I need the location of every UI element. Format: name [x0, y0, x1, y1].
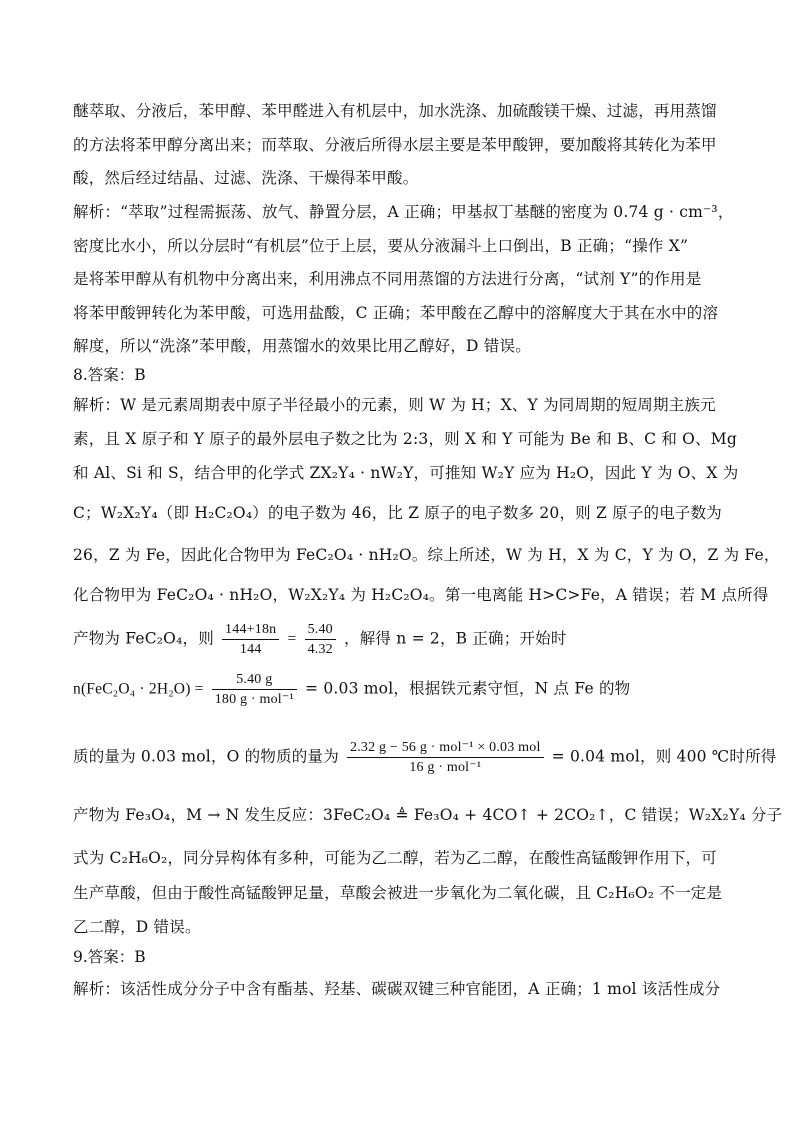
fraction-numerator: 5.40 g	[212, 671, 297, 690]
text-line: 解析：该活性成分分子中含有酯基、羟基、碳碳双键三种官能团，A 正确；1 mol 该活性成分	[73, 980, 721, 998]
equals-sign: =	[287, 630, 297, 648]
text-line: 解析：“萃取”过程需振荡、放气、静置分层，A 正确；甲基叔丁基醚的密度为 0.74 g · cm⁻³，	[73, 203, 734, 221]
answer-heading-9: 9.答案：B	[73, 948, 146, 966]
fraction	[222, 621, 279, 658]
text-line: 式为 C₂H₆O₂，同分异构体有多种，可能为乙二醇，若为乙二醇，在酸性高锰酸钾作用下，可	[73, 849, 717, 867]
math-suffix: = 0.04 mol，则 400 ℃时所得	[551, 747, 777, 766]
fraction-denominator: 4.32	[307, 642, 333, 657]
math-line-4: 产物为 Fe₃O₄，M → N 发生反应：3FeC₂O₄ ≜ Fe₃O₄ + 4CO↑ + 2CO₂↑，C 错误；W₂X₂Y₄ 分子	[73, 806, 783, 824]
fraction-numerator: 144+18n	[222, 621, 279, 640]
fraction	[212, 671, 297, 708]
math-prefix: n(FeC₂O₄ · 2H₂O) =	[73, 680, 204, 698]
fraction-denominator: 144	[239, 642, 262, 657]
text-line: 解度，所以“洗涤”苯甲酸，用蒸馏水的效果比用乙醇好，D 错误。	[73, 337, 531, 355]
text-line: 和 Al、Si 和 S，结合甲的化学式 ZX₂Y₄ · nW₂Y，可推知 W₂Y 应为 H₂O，因此 Y 为 O、X 为	[73, 464, 739, 482]
text-line: 密度比水小，所以分层时“有机层”位于上层，要从分液漏斗上口倒出，B 正确；“操作 X”	[73, 237, 689, 255]
text-line: 乙二醇，D 错误。	[73, 918, 201, 936]
fraction-numerator: 2.32 g − 56 g · mol⁻¹ × 0.03 mol	[347, 739, 544, 758]
text-line: 化合物甲为 FeC₂O₄ · nH₂O，W₂X₂Y₄ 为 H₂C₂O₄。第一电离能 H>C>Fe，A 错误；若 M 点所得	[73, 586, 769, 604]
text-line: 生产草酸，但由于酸性高锰酸钾足量，草酸会被进一步氧化为二氧化碳，且 C₂H₆O₂ 不一定是	[73, 884, 723, 902]
math-suffix: = 0.03 mol，根据铁元素守恒，N 点 Fe 的物	[305, 679, 631, 698]
text-line: 是将苯甲醇从有机物中分离出来，利用沸点不同用蒸馏的方法进行分离，“试剂 Y”的作用是	[73, 270, 702, 288]
math-prefix: 产物为 FeC₂O₄，则	[73, 629, 214, 648]
text-line: 酸，然后经过结晶、过滤、洗涤、干燥得苯甲酸。	[73, 169, 419, 187]
fraction-numerator: 5.40	[305, 621, 336, 640]
fraction	[305, 621, 336, 658]
math-line-3	[73, 739, 777, 776]
math-suffix: ，解得 n = 2，B 正确；开始时	[344, 629, 567, 648]
text-line: 的方法将苯甲醇分离出来；而萃取、分液后所得水层主要是苯甲酸钾，要加酸将其转化为苯甲	[73, 136, 717, 154]
fraction	[347, 739, 544, 776]
fraction-denominator: 16 g · mol⁻¹	[409, 760, 482, 775]
text-line: 解析：W 是元素周期表中原子半径最小的元素，则 W 为 H；X、Y 为同周期的短周期主族元	[73, 396, 716, 414]
math-line-1	[73, 621, 567, 658]
fraction-denominator: 180 g · mol⁻¹	[214, 692, 294, 707]
text-line: 素，且 X 原子和 Y 原子的最外层电子数之比为 2:3，则 X 和 Y 可能为 Be 和 B、C 和 O、Mg	[73, 430, 737, 448]
text-line: 醚萃取、分液后，苯甲醇、苯甲醛进入有机层中，加水洗涤、加硫酸镁干燥、过滤，再用蒸馏	[73, 102, 717, 120]
text-line: 将苯甲酸钾转化为苯甲酸，可选用盐酸，C 正确；苯甲酸在乙醇中的溶解度大于其在水中的溶	[73, 304, 719, 322]
math-prefix: 质的量为 0.03 mol，O 的物质的量为	[73, 747, 339, 766]
math-line-2	[73, 671, 630, 708]
text-line: 26，Z 为 Fe，因此化合物甲为 FeC₂O₄ · nH₂O。综上所述，W 为 H，X 为 C，Y 为 O，Z 为 Fe，	[73, 546, 780, 564]
text-line: C；W₂X₂Y₄（即 H₂C₂O₄）的电子数为 46，比 Z 原子的电子数多 20，则 Z 原子的电子数为	[73, 504, 723, 522]
answer-heading-8: 8.答案：B	[73, 366, 146, 384]
